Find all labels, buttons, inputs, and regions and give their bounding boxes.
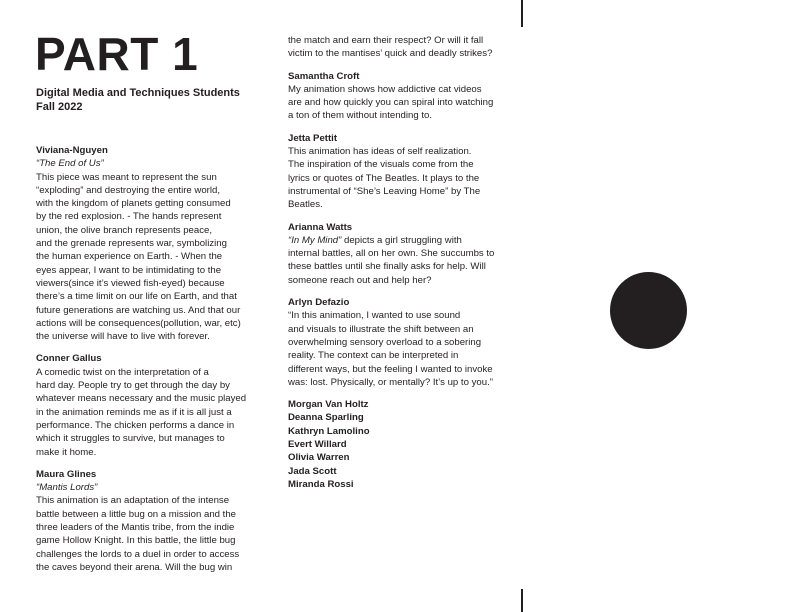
- work-title: “The End of Us”: [36, 158, 104, 170]
- description: [288, 83, 516, 123]
- description-line: Beatles.: [288, 199, 323, 211]
- description-line: overwhelming sensory overload to a sobering: [288, 336, 482, 348]
- description-line: union, the olive branch represents peace,: [36, 224, 212, 236]
- entry-arlyn-defazio: [288, 296, 516, 389]
- description-line: different ways, but the feeling I wanted to invoke: [288, 363, 493, 375]
- description-line: lyrics or quotes of The Beatles. It plays to the: [288, 172, 480, 184]
- description: [288, 34, 516, 61]
- description-line: This animation has ideas of self realization.: [288, 146, 472, 158]
- description-line: A comedic twist on the interpretation of a: [36, 366, 209, 378]
- credit-name: Kathryn Lamolino: [288, 425, 370, 437]
- description-line: eyes appear, I want to be intimidating to the: [36, 264, 222, 276]
- description-line: “In this animation, I wanted to use sound: [288, 310, 461, 322]
- description-line: the human experience on Earth. - When the: [36, 251, 223, 263]
- description-line: “exploding” and destroying the entire world,: [36, 184, 220, 196]
- column-left: [36, 144, 268, 583]
- course-name: Digital Media and Techniques Students: [36, 87, 240, 99]
- description-line: in the animation reminds me as if it is all just a: [36, 406, 232, 418]
- description-line: with the kingdom of planets getting consumed: [36, 198, 231, 210]
- student-name: Arianna Watts: [288, 221, 353, 233]
- description: [36, 366, 268, 459]
- course-subtitle: [36, 86, 240, 114]
- description-line: battle between a little bug on a mission and the: [36, 508, 237, 520]
- description-line: make it home.: [36, 446, 97, 458]
- work-title: “In My Mind”: [288, 234, 342, 246]
- credit-name: Jada Scott: [288, 465, 337, 477]
- entry-viviana-nguyen: [36, 144, 268, 343]
- description-line: the universe will have to live with forever.: [36, 331, 210, 343]
- description-line: a ton of them without intending to.: [288, 110, 432, 122]
- description-line: three leaders of the Mantis tribe, from the indie: [36, 522, 235, 534]
- description: [288, 234, 516, 287]
- description-line: by the red explosion. - The hands represent: [36, 211, 222, 223]
- description-line: and the grenade represents war, symbolizing: [36, 238, 227, 250]
- description-line: internal battles, all on her own. She succumbs to: [288, 248, 495, 260]
- term: Fall 2022: [36, 101, 83, 113]
- entry-jetta-pettit: [288, 132, 516, 212]
- description-line: are and how quickly you can spiral into watching: [288, 97, 494, 109]
- student-name: Maura Glines: [36, 468, 97, 480]
- description-line: actions will be consequences(pollution, war, etc): [36, 317, 241, 329]
- description-line: there’s a time limit on our life on Earth, and that: [36, 291, 237, 303]
- student-name: Viviana-Nguyen: [36, 145, 108, 156]
- description-line: these battles until she finally asks for help. Will: [288, 261, 486, 273]
- fold-line-top: [521, 0, 523, 27]
- description-line: which it struggles to survive, but manages to: [36, 433, 225, 445]
- student-name: Jetta Pettit: [288, 132, 338, 144]
- credit-name: Miranda Rossi: [288, 478, 354, 490]
- entry-maura-glines: [36, 468, 268, 574]
- description-line: victim to the mantises’ quick and deadly strikes?: [288, 48, 493, 60]
- entry-arianna-watts: [288, 221, 516, 287]
- student-name: Samantha Croft: [288, 70, 360, 82]
- description-line: future generations are watching us. And that our: [36, 304, 241, 316]
- description: [288, 309, 516, 389]
- work-title: “Mantis Lords”: [36, 482, 98, 494]
- entry-samantha-croft: [288, 70, 516, 123]
- credit-name: Olivia Warren: [288, 452, 350, 464]
- fold-line-bottom: [521, 589, 523, 612]
- description-line: someone reach out and help her?: [288, 274, 432, 286]
- description-line: was: lost. Physically, or mentally? It’s up to you.”: [288, 376, 493, 388]
- description-line: [288, 234, 516, 247]
- description-line: game Hollow Knight. In this battle, the little bug: [36, 535, 236, 547]
- description-line: the match and earn their respect? Or will it fall: [288, 35, 484, 46]
- description-line: My animation shows how addictive cat videos: [288, 83, 482, 95]
- description-line: the caves beyond their arena. Will the bug win: [36, 561, 233, 573]
- description: [36, 494, 268, 574]
- description-line: This piece was meant to represent the sun: [36, 171, 217, 183]
- credit-name: Deanna Sparling: [288, 412, 364, 424]
- description-line: instrumental of “She’s Leaving Home” by The: [288, 185, 481, 197]
- credit-name: Evert Willard: [288, 439, 347, 451]
- credits-list: [288, 398, 516, 491]
- entry-conner-gallus: [36, 352, 268, 458]
- description: [288, 145, 516, 211]
- description-line: The inspiration of the visuals come from the: [288, 159, 474, 171]
- description-line: whatever means necessary and the music played: [36, 393, 247, 405]
- student-name: Arlyn Defazio: [288, 297, 350, 309]
- page-title: PART 1: [35, 28, 199, 80]
- student-name: Conner Gallus: [36, 353, 102, 365]
- description-line: hard day. People try to get through the day by: [36, 380, 230, 392]
- description-line: This animation is an adaptation of the intense: [36, 495, 230, 507]
- description-line: viewers(since it’s viewed fish-eyed) because: [36, 277, 225, 289]
- description-line: performance. The chicken performs a dance in: [36, 419, 235, 431]
- description-line: and visuals to illustrate the shift between an: [288, 323, 474, 335]
- description-line: reality. The context can be interpreted in: [288, 350, 459, 362]
- description-line: challenges the lords to a duel in order to access: [36, 548, 240, 560]
- column-right: [288, 34, 516, 500]
- credit-name: Morgan Van Holtz: [288, 399, 369, 411]
- description-text: depicts a girl struggling with: [341, 234, 462, 246]
- entry-maura-glines-continued: [288, 34, 516, 61]
- decorative-circle: [610, 272, 687, 349]
- description: [36, 171, 268, 344]
